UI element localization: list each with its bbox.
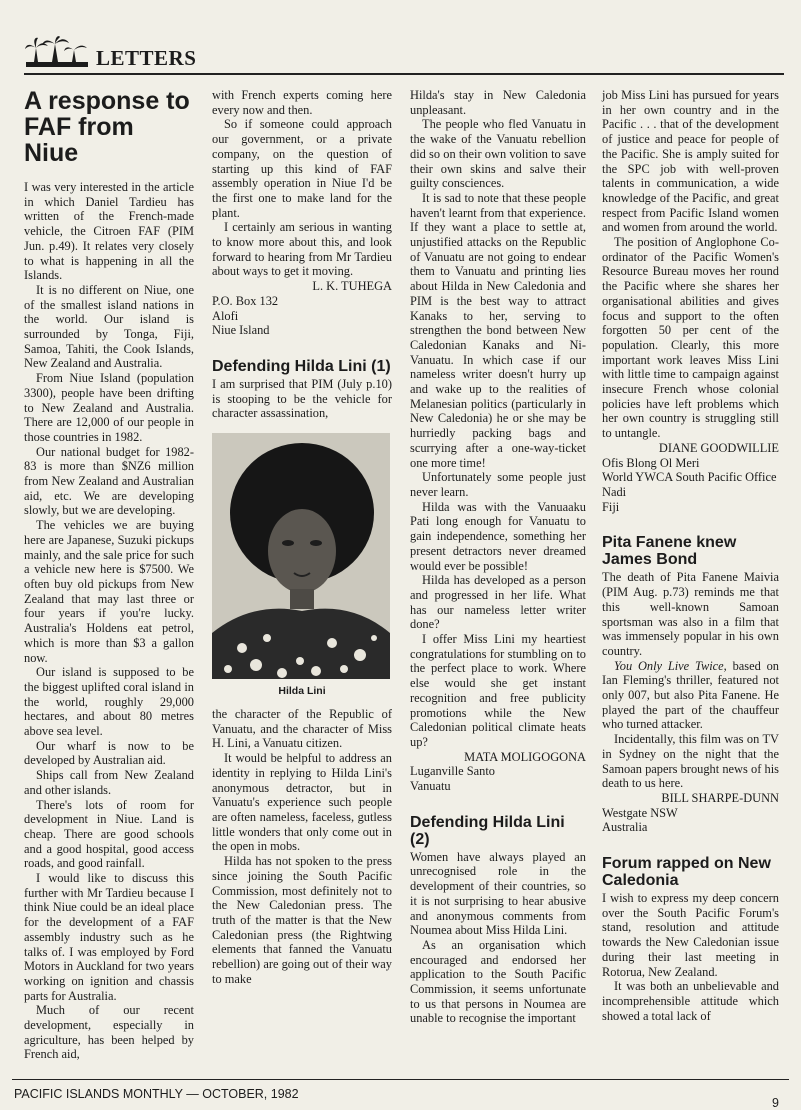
letter-3-address-line: Ofis Blong Ol Meri — [602, 455, 700, 470]
column-2 — [212, 88, 392, 986]
letter-2-paragraph: Hilda has not spoken to the press since joining the South Pacific Commission, most definitely not to the New Caledonian press. The truth of the matter is that the New Caledonian press (the Rightwing elements that fanned the Vanuatu rebellion) are going out of their way to make — [212, 854, 392, 986]
page-number: 9 — [772, 1096, 779, 1110]
section-header — [24, 36, 784, 76]
column-3 — [410, 88, 586, 1026]
letter-1-paragraph: So if someone could approach our government, or a private company, on the question of starting up this kind of FAF assembly operation in Niue I'd be the first one to make land for the plant. — [212, 117, 392, 220]
letter-2-paragraph: Unfortunately some people just never learn. — [410, 470, 586, 499]
letter-1-paragraph: There's lots of room for development in Niue. Land is cheap. There are good schools and a good hospital, good access roads, and good rainfall. — [24, 797, 194, 871]
letter-1-title: A response to FAF from Niue — [24, 87, 190, 167]
letter-1-paragraph: I would like to discuss this further with Mr Tardieu because I think Niue could be an ideal place for the development of a FAF assembly industry such as he talks of. I was employed by Ford Motors in Auckland for two years working on ignition and chassis parts for Australia. — [24, 871, 194, 1003]
letter-4-paragraph: Incidentally, this film was on TV in Sydney on the night that the Samoan papers brought news of his death to us here. — [602, 732, 779, 791]
letter-4-address-line: Westgate NSW — [602, 805, 678, 820]
letter-4-paragraph — [602, 659, 779, 733]
letter-2-address-line: Luganville Santo — [410, 764, 495, 779]
letter-1-paragraph: Our wharf is now to be developed by Australian aid. — [24, 738, 194, 768]
letter-2-paragraph: Hilda was with the Vanuaaku Pati long enough for Vanuatu to gain independence, something her present detractors never dreamed would ever be possible! — [410, 499, 586, 573]
letter-1-signature: L. K. TUHEGA — [312, 279, 392, 294]
letter-2-address-line: Vanuatu — [410, 779, 451, 794]
letter-2-paragraph: the character of the Republic of Vanuatu, and the character of Miss H. Lini, a Vanuatu citizen. — [212, 707, 392, 751]
header-rule — [24, 73, 784, 75]
letter-4-address-line: Australia — [602, 820, 648, 835]
column-4 — [602, 88, 779, 1023]
letter-4-title: Pita Fanene knew James Bond — [602, 534, 737, 569]
letter-2-title: Defending Hilda Lini (1) — [212, 357, 391, 375]
letter-3-paragraph: The position of Anglophone Co-ordinator of the Pacific Women's Resource Bureau moves her round the Pacific where she shares her organisational abilities and gives focus and support to the often forgotten 50 per cent of the population. Clearly, this more important work leaves Miss Lini with little time to campaign against insecure French whose colonial policies have left problems which her own country is struggling still to untangle. — [602, 235, 779, 441]
letter-4-paragraph: The death of Pita Fanene Maivia (PIM Aug. p.73) reminds me that this well-known Samoan sportsman was also in a film that was immensely popular in his own country. — [602, 570, 779, 658]
letter-5-paragraph: It was both an unbelievable and incomprehensible attitude which showed a total lack of — [602, 979, 779, 1023]
letter-1-paragraph: It is no different on Niue, one of the smallest island nations in the world. Our island is surrounded by Tonga, Fiji, Samoa, Tahiti, the Cook Islands, New Zealand and Australia. — [24, 282, 194, 371]
letter-1-paragraph: Our national budget for 1982-83 is more than $NZ6 million from New Zealand and Australian aid, etc. We are developing slowly, but we are developing. — [24, 444, 194, 518]
film-title: You Only Live Twice, — [614, 658, 727, 673]
letter-5-paragraph: I wish to express my deep concern over the South Pacific Forum's stand, resolution and attitude towards the New Caledonian issue during their last meeting in Rotorua, New Zealand. — [602, 891, 779, 979]
palm-trees-icon — [24, 36, 90, 68]
letter-1-paragraph: From Niue Island (population 3300), people have been drifting to New Zealand and Australia. There are 12,000 of our people in those countries in 1982. — [24, 371, 194, 444]
letter-3-paragraph: job Miss Lini has pursued for years in her own country and in the Pacific . . . that of the development of justice and peace for people of the Pacific. She is amply suited for the SPC job with well-proven talents in communication, a wide knowledge of the Pacific, and great respect from Pacific Island women and women from around the world. — [602, 88, 779, 235]
letter-2-paragraph: Hilda has developed as a person and progressed in her life. What has our nameless letter writer done? — [410, 573, 586, 632]
letter-2-paragraph: It would be helpful to address an identity in replying to Hilda Lini's anonymous detractor, but in Vanuatu's experience such people are often nameless, faceless, gutless little wonders that only come out in the open in mobs. — [212, 751, 392, 854]
letter-4-paragraph-text: based on Ian Fleming's thriller, featured not only 007, but also Pita Fanene. He played the part of the chauffeur who turned attacker. — [602, 658, 779, 732]
section-title: LETTERS — [96, 46, 197, 70]
letter-2-paragraph: I offer Miss Lini my heartiest congratulations for stumbling on to the perfect place to work. Where else would she get instant recognition and free publicity promotions while the New Caledonian political climate heats up? — [410, 632, 586, 749]
letter-2-paragraph: I am surprised that PIM (July p.10) is stooping to be the vehicle for character assassination, — [212, 376, 392, 421]
letter-1-paragraph: Our island is supposed to be the biggest uplifted coral island in the world, roughly 29,000 hectares, and about 80 metres above sea level. — [24, 665, 194, 739]
letter-3-paragraph: As an organisation which encouraged and endorsed her application to the South Pacific Commission, it seems unfortunate to us that persons in Noumea are unable to recognise the important — [410, 937, 586, 1026]
photo-caption: Hilda Lini — [278, 685, 326, 698]
portrait-photo — [212, 433, 390, 679]
letter-3-signature: DIANE GOODWILLIE — [658, 440, 779, 455]
letter-3-address-line: World YWCA South Pacific Office — [602, 470, 777, 485]
letter-1-paragraph: I was very interested in the article in which Daniel Tardieu has written of the French-made vehicle, the Citroen FAF (PIM Jun. p.49). It relates very closely to what is happening in all the Islands. — [24, 180, 194, 283]
letter-3-address-line: Fiji — [602, 499, 620, 514]
letter-1-address-line: Alofi — [212, 308, 239, 323]
letter-2-signature: MATA MOLIGOGONA — [464, 749, 586, 764]
letter-1-paragraph: with French experts coming here every now and then. — [212, 88, 392, 117]
letter-5-title: Forum rapped on New Caledonia — [602, 855, 771, 890]
footer-rule — [12, 1079, 789, 1080]
letter-2-paragraph: The people who fled Vanuatu in the wake of the Vanuatu rebellion did so on their own volition to save their own skins and salve their guilty consciences. — [410, 117, 586, 191]
letter-4-signature: BILL SHARPE-DUNN — [661, 790, 779, 805]
letter-3-paragraph: Women have always played an unrecognised role in the development of their countries, so it is not surprising to hear abusive and anonymous comments from Noumea about Miss Hilda Lini. — [410, 849, 586, 938]
letter-1-address-line: P.O. Box 132 — [212, 293, 279, 308]
publication-line: PACIFIC ISLANDS MONTHLY — OCTOBER, 1982 — [14, 1087, 299, 1101]
letter-1-address-line: Niue Island — [212, 323, 270, 338]
letter-1-paragraph: Ships call from New Zealand and other islands. — [24, 768, 194, 797]
letter-1-paragraph: I certainly am serious in wanting to know more about this, and look forward to hearing from Mr Tardieu about ways to get it moving. — [212, 220, 392, 279]
letter-1-paragraph: Much of our recent development, especially in agriculture, has been helped by French aid, — [24, 1003, 194, 1062]
letter-3-title: Defending Hilda Lini (2) — [410, 813, 565, 848]
letter-1-paragraph: The vehicles we are buying here are Japanese, Suzuki pickups mainly, and the sale price for such a vehicle new here is $7500. We often buy old pickups from New Zealand that may last three or four years if you're lucky. Australia's Holdens eat petrol, which is more than $3 a gallon now. — [24, 518, 194, 665]
column-1 — [24, 88, 194, 1062]
letter-2-paragraph: It is sad to note that these people haven't learnt from that experience. If they want a place to settle at, unjustified attacks on the Republic of Vanuatu are not going to endear them to Vanuatu and printing lies about Hilda in New Caledonia and PIM is the best way to attract Kanaks to her, serving to strengthen the bond between New Caledonian Kanaks and Ni-Vanuatu. In which case if our nameless writer doesn't hurry up and wake up to the realities of Melanesian politics (particularly in New Caledonia) he or she may be hurriedly packing bags and scurrying after a one-way-ticket one more time! — [410, 190, 586, 470]
letter-2-paragraph: Hilda's stay in New Caledonia unpleasant. — [410, 88, 586, 117]
letter-3-address-line: Nadi — [602, 484, 627, 499]
